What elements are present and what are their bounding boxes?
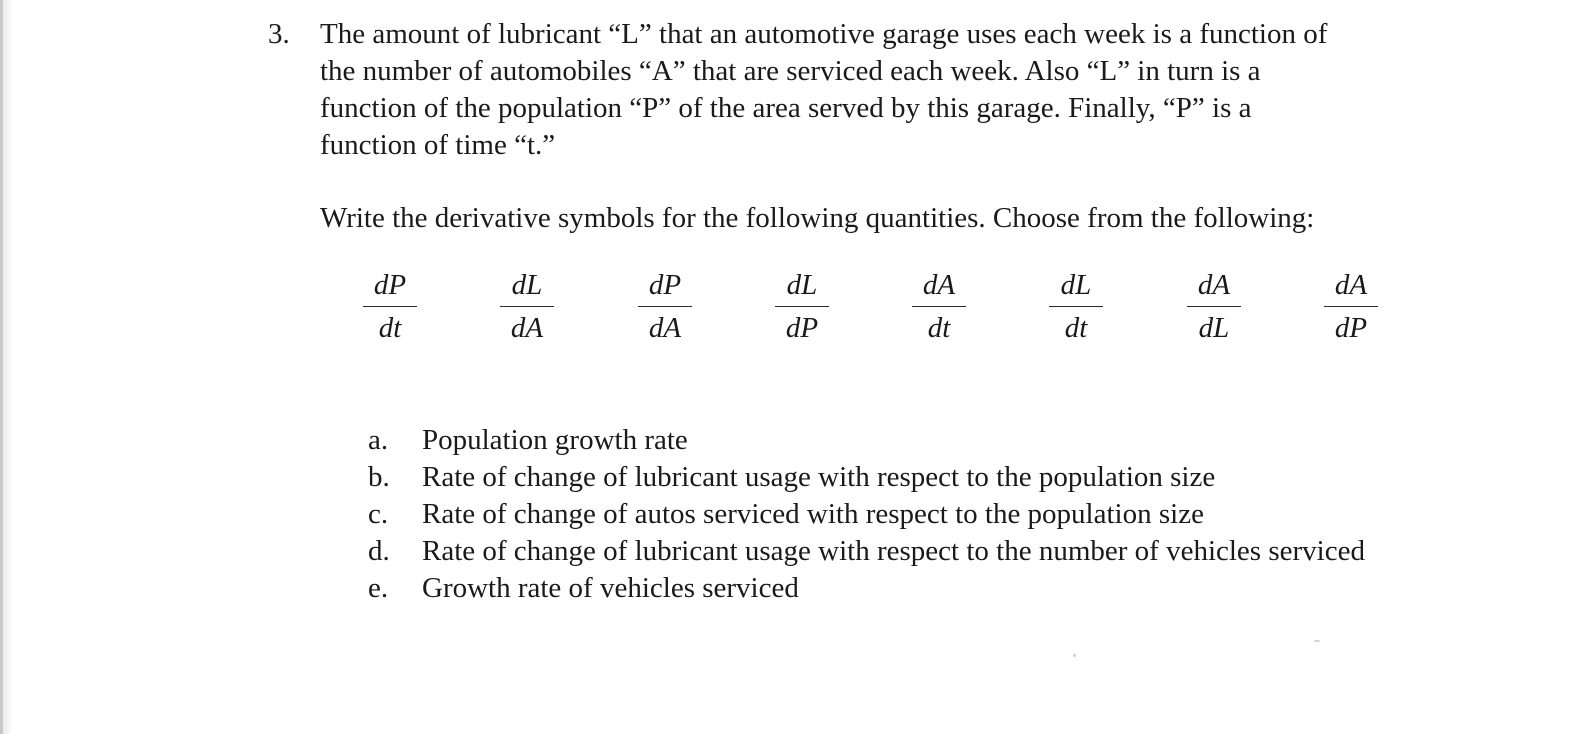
fraction-numerator: dA bbox=[1334, 269, 1368, 301]
item-text: Rate of change of lubricant usage with respect to the population size bbox=[422, 461, 1216, 493]
fraction-bar bbox=[1324, 306, 1378, 307]
derivative-choices bbox=[340, 268, 1440, 358]
fraction-bar bbox=[912, 306, 966, 307]
list-item bbox=[368, 533, 1365, 570]
fraction-numerator: dL bbox=[786, 269, 818, 301]
item-text: Population growth rate bbox=[422, 424, 688, 456]
choice-fraction bbox=[615, 268, 715, 345]
fraction-denominator: dA bbox=[510, 312, 544, 344]
fraction-denominator: dt bbox=[1064, 312, 1088, 344]
fraction-bar bbox=[638, 306, 692, 307]
problem-line: The amount of lubricant “L” that an automotive garage uses each week is a function of bbox=[320, 18, 1328, 50]
fraction-numerator: dA bbox=[922, 269, 956, 301]
item-letter: e. bbox=[368, 572, 389, 604]
fraction-bar bbox=[363, 306, 417, 307]
choice-fraction bbox=[752, 268, 852, 345]
choice-fraction bbox=[1301, 268, 1401, 345]
fraction-denominator: dt bbox=[378, 312, 402, 344]
problem-line: the number of automobiles “A” that are serviced each week. Also “L” in turn is a bbox=[320, 55, 1261, 87]
fraction-bar bbox=[1187, 306, 1241, 307]
fraction-numerator: dP bbox=[373, 269, 407, 301]
fraction-numerator: dL bbox=[1060, 269, 1092, 301]
item-letter: d. bbox=[368, 535, 390, 567]
fraction-bar bbox=[775, 306, 829, 307]
fraction-numerator: dL bbox=[511, 269, 543, 301]
problem-line: function of time “t.” bbox=[320, 129, 556, 161]
item-letter: a. bbox=[368, 424, 389, 456]
question-number: 3. bbox=[268, 18, 290, 50]
list-item bbox=[368, 496, 1365, 533]
list-item bbox=[368, 570, 1365, 607]
choice-fraction bbox=[477, 268, 577, 345]
item-text: Rate of change of lubricant usage with respect to the number of vehicles serviced bbox=[422, 535, 1365, 567]
item-letter: b. bbox=[368, 461, 390, 493]
fraction-denominator: dP bbox=[1334, 312, 1368, 344]
instruction-text: Write the derivative symbols for the following quantities. Choose from the following: bbox=[320, 202, 1315, 234]
choice-fraction bbox=[340, 268, 440, 345]
scan-speck bbox=[1073, 654, 1076, 657]
fraction-bar bbox=[1049, 306, 1103, 307]
choice-fraction bbox=[1026, 268, 1126, 345]
sub-question-list bbox=[368, 422, 1365, 607]
list-item bbox=[368, 459, 1365, 496]
scan-shade bbox=[3, 0, 13, 734]
scan-speck bbox=[1314, 640, 1320, 642]
fraction-denominator: dt bbox=[927, 312, 951, 344]
item-text: Growth rate of vehicles serviced bbox=[422, 572, 799, 604]
fraction-denominator: dP bbox=[785, 312, 819, 344]
choice-fraction bbox=[1164, 268, 1264, 345]
item-letter: c. bbox=[368, 498, 389, 530]
fraction-denominator: dA bbox=[648, 312, 682, 344]
choice-fraction bbox=[889, 268, 989, 345]
problem-statement bbox=[320, 16, 1520, 164]
fraction-denominator: dL bbox=[1198, 312, 1230, 344]
fraction-numerator: dA bbox=[1197, 269, 1231, 301]
fraction-numerator: dP bbox=[648, 269, 682, 301]
problem-line: function of the population “P” of the area served by this garage. Finally, “P” is a bbox=[320, 92, 1252, 124]
list-item bbox=[368, 422, 1365, 459]
item-text: Rate of change of autos serviced with respect to the population size bbox=[422, 498, 1204, 530]
fraction-bar bbox=[500, 306, 554, 307]
